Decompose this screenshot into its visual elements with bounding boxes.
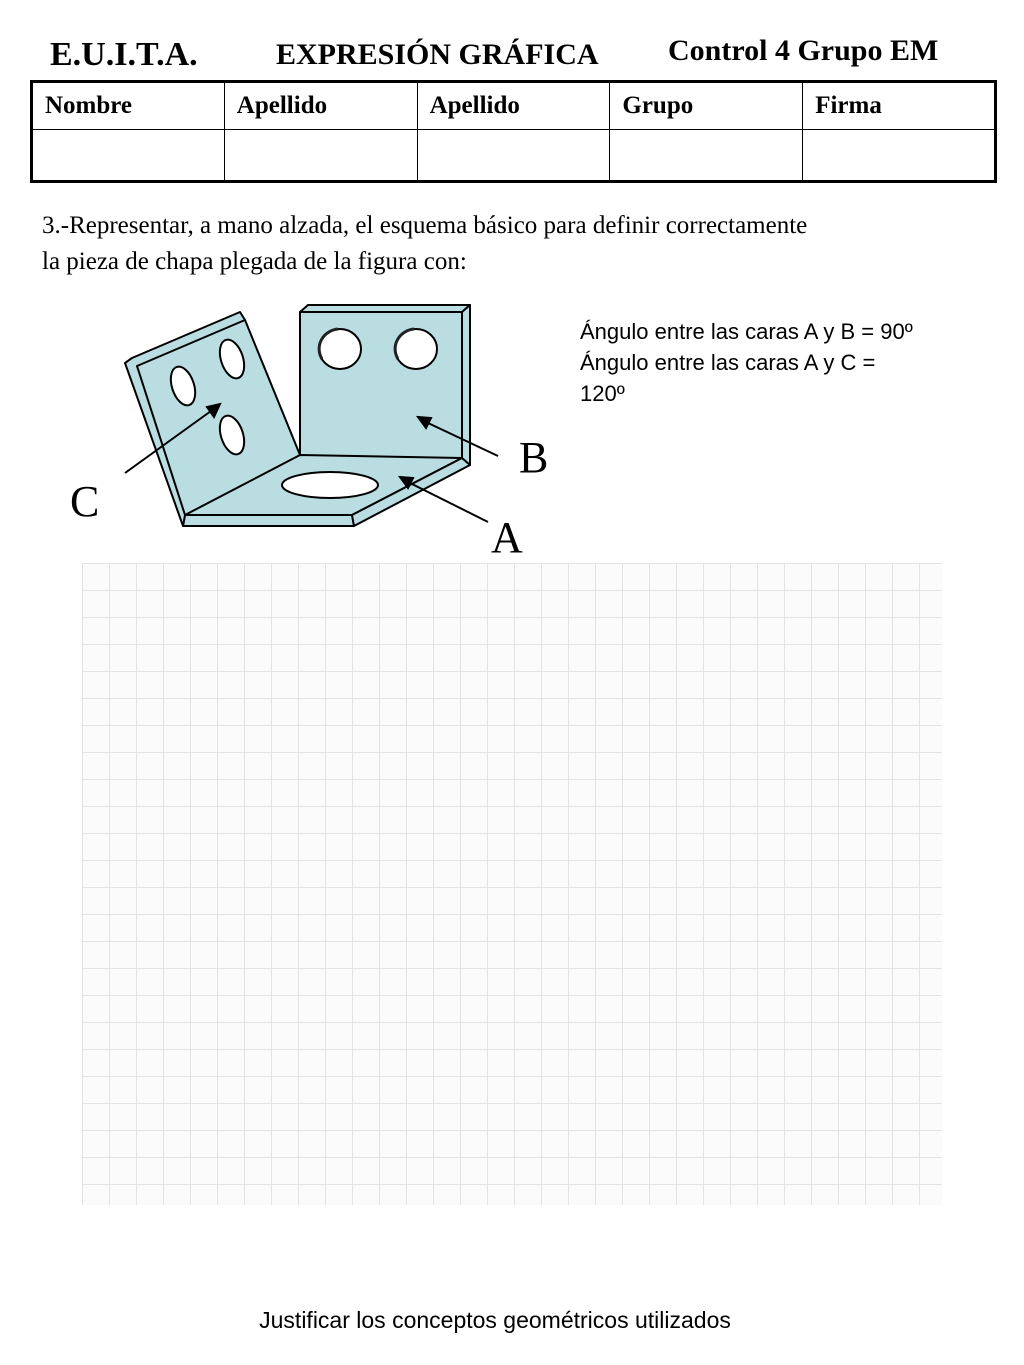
apellido-2-cell[interactable] [417,130,610,182]
angle-ac-spec-value: 120º [580,381,625,406]
course-title: EXPRESIÓN GRÁFICA [276,38,599,71]
grupo-cell[interactable] [610,130,803,182]
face-b-side-edge [462,305,470,468]
column-header-grupo: Grupo [610,82,803,130]
column-header-firma: Firma [803,82,996,130]
firma-cell[interactable] [803,130,996,182]
arrow-a-line [410,483,488,522]
face-label-a: A [491,513,523,562]
face-a-edge [183,515,354,526]
control-title: Control 4 Grupo EM [668,34,939,67]
angle-specs [580,316,1000,409]
column-header-apellido-2: Apellido [417,82,610,130]
hole-a-1 [282,472,378,498]
column-header-nombre: Nombre [32,82,225,130]
school-name: E.U.I.T.A. [50,36,198,73]
sketch-grid-area[interactable] [82,563,942,1205]
question-text [42,208,992,280]
question-line-1: 3.-Representar, a mano alzada, el esquema básico para definir correctamente [42,212,808,239]
table-header-row [32,82,996,130]
nombre-cell[interactable] [32,130,225,182]
face-b-top-edge [300,305,470,312]
table-entry-row [32,130,996,182]
student-info-table [30,80,997,183]
face-label-c: C [70,477,100,526]
angle-ab-spec: Ángulo entre las caras A y B = 90º [580,319,913,344]
column-header-apellido-1: Apellido [224,82,417,130]
angle-ac-spec: Ángulo entre las caras A y C = [580,350,876,375]
question-line-2: la pieza de chapa plegada de la figura con: [42,248,467,275]
face-label-b: B [519,433,549,482]
footer-note: Justificar los conceptos geométricos utilizados [259,1307,731,1333]
apellido-1-cell[interactable] [224,130,417,182]
